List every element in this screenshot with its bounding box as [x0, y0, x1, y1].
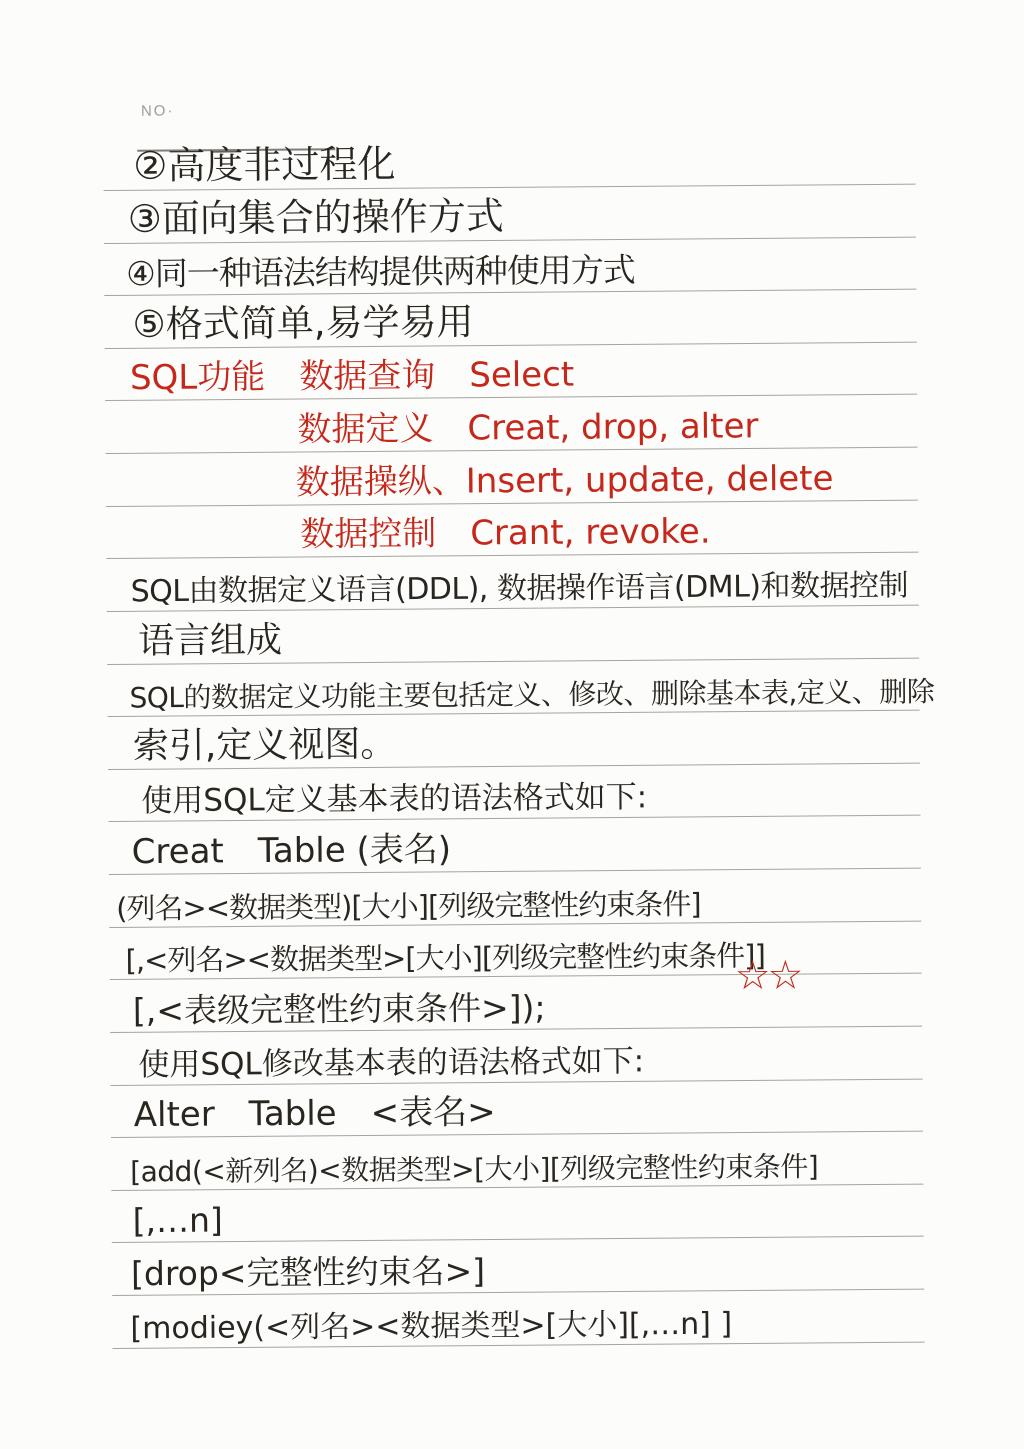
note-line-language-compose: 语言组成: [137, 619, 283, 662]
page-no-label: NO·: [140, 102, 175, 120]
note-line-feature-4: ④同一种语法结构提供两种使用方式: [126, 250, 635, 294]
note-line-column-def-2: [,<列名><数据类型>[大小][列级完整性约束条件]]: [125, 938, 766, 978]
star-annotation: ☆☆: [734, 952, 801, 1000]
note-line-drop-clause: [drop<完整性约束名>]: [130, 1251, 486, 1294]
note-line-modify-clause: [modiey(<列名><数据类型>[大小][,…n] ]: [130, 1306, 733, 1347]
note-line-create-table: Creat Table (表名): [131, 829, 452, 873]
note-line-feature-3: ③面向集合的操作方式: [127, 194, 504, 241]
note-line-feature-2: ②高度非过程化: [133, 141, 396, 188]
ruled-line: [112, 1236, 924, 1243]
note-line-column-def: (列名><数据类型)[大小][列级完整性约束条件]: [116, 886, 701, 926]
note-line-add-clause: [add(<新列名)<数据类型>[大小][列级完整性约束条件]: [130, 1150, 819, 1189]
note-line-feature-5: ⑤格式简单,易学易用: [132, 300, 474, 346]
note-line-alter-table: Alter Table <表名>: [133, 1092, 496, 1136]
note-line-create-intro: 使用SQL定义基本表的语法格式如下:: [141, 779, 648, 820]
note-line-definition-scope: SQL的数据定义功能主要包括定义、修改、删除基本表,定义、删除: [129, 675, 935, 715]
note-line-sql-query: SQL功能 数据查询 Select: [129, 354, 575, 399]
note-line-sql-control: 数据控制 Crant, revoke.: [300, 511, 711, 555]
note-line-table-constraint: [,<表级完整性约束条件>]);: [132, 987, 546, 1031]
note-line-index-view: 索引,定义视图。: [132, 723, 397, 768]
note-line-repeat-n: [,…n]: [132, 1200, 223, 1241]
note-line-alter-intro: 使用SQL修改基本表的语法格式如下:: [138, 1043, 645, 1084]
note-line-sql-manipulation: 数据操纵、Insert, update, delete: [295, 458, 834, 503]
note-line-ddl-dml: SQL由数据定义语言(DDL), 数据操作语言(DML)和数据控制: [130, 568, 909, 610]
note-line-sql-definition: 数据定义 Creat, drop, alter: [297, 406, 759, 450]
